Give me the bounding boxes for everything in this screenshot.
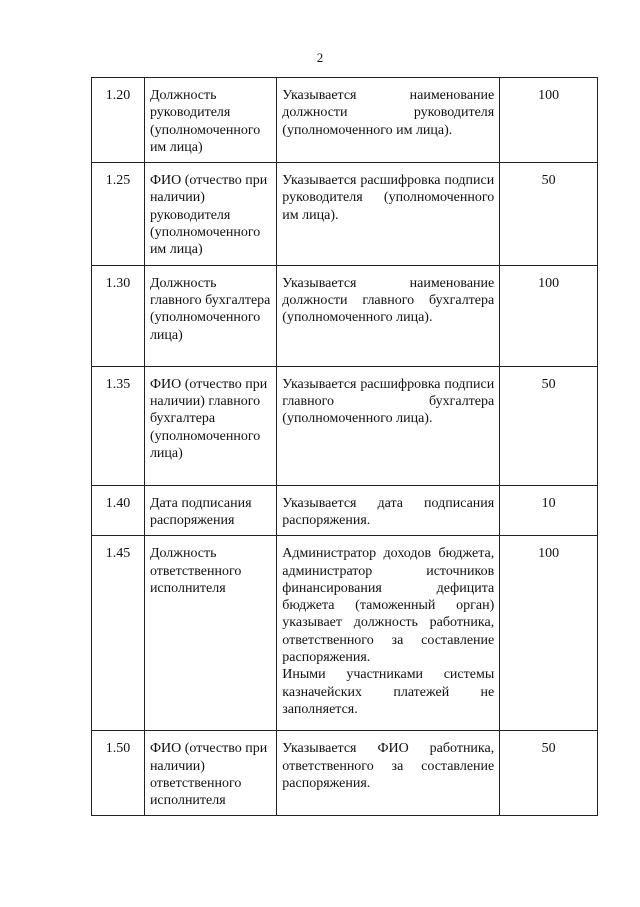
table-row [92,163,598,265]
field-length: 100 [500,78,598,163]
description-paragraph: Указывается ФИО работника, ответственного за составление распоряжения. [282,741,495,791]
field-description [277,366,500,485]
field-name: ФИО (отчество при наличии) руководителя (уполномоченного им лица) [144,163,276,265]
description-paragraph: Иными участниками системы казначейских платежей не заполняется. [282,667,495,717]
table-row [92,265,598,366]
description-paragraph: Указывается расшифровка подписи главного бухгалтера (уполномоченного лица). [282,376,495,427]
field-name: Дата подписания распоряжения [144,485,276,536]
description-paragraph: Указывается наименование должности руководителя (уполномоченного им лица). [282,88,495,138]
field-length: 10 [500,485,598,536]
field-description [277,265,500,366]
table-row [92,485,598,536]
field-length: 100 [500,265,598,366]
field-name: Должность руководителя (уполномоченного им лица) [144,78,276,163]
row-number: 1.45 [92,536,145,731]
field-description [277,78,500,163]
requisites-table [91,77,598,816]
description-paragraph: Указывается дата подписания распоряжения. [282,495,495,528]
page-number: 2 [316,50,324,65]
description-paragraph: Указывается расшифровка подписи руководителя (уполномоченного им лица). [282,173,495,223]
field-name: ФИО (отчество при наличии) ответственного исполнителя [144,731,276,816]
description-paragraph: Администратор доходов бюджета, администратор источников финансирования дефицита бюджета (таможенный орган) указывает должность работника, ответственного за составление распоряжения. [282,546,495,666]
field-length: 50 [500,366,598,485]
field-description [277,536,500,731]
description-paragraph: Указывается наименование должности главного бухгалтера (уполномоченного лица). [282,275,495,326]
row-number: 1.20 [92,78,145,163]
row-number: 1.50 [92,731,145,816]
field-description [277,731,500,816]
table-row [92,731,598,816]
field-description [277,485,500,536]
field-name: ФИО (отчество при наличии) главного бухгалтера (уполномоченного лица) [144,366,276,485]
field-length: 100 [500,536,598,731]
field-length: 50 [500,163,598,265]
row-number: 1.40 [92,485,145,536]
row-number: 1.25 [92,163,145,265]
table-row [92,78,598,163]
field-name: Должность ответственного исполнителя [144,536,276,731]
field-description [277,163,500,265]
row-number: 1.30 [92,265,145,366]
table-row [92,366,598,485]
table-row [92,536,598,731]
row-number: 1.35 [92,366,145,485]
field-length: 50 [500,731,598,816]
field-name: Должность главного бухгалтера (уполномоченного лица) [144,265,276,366]
